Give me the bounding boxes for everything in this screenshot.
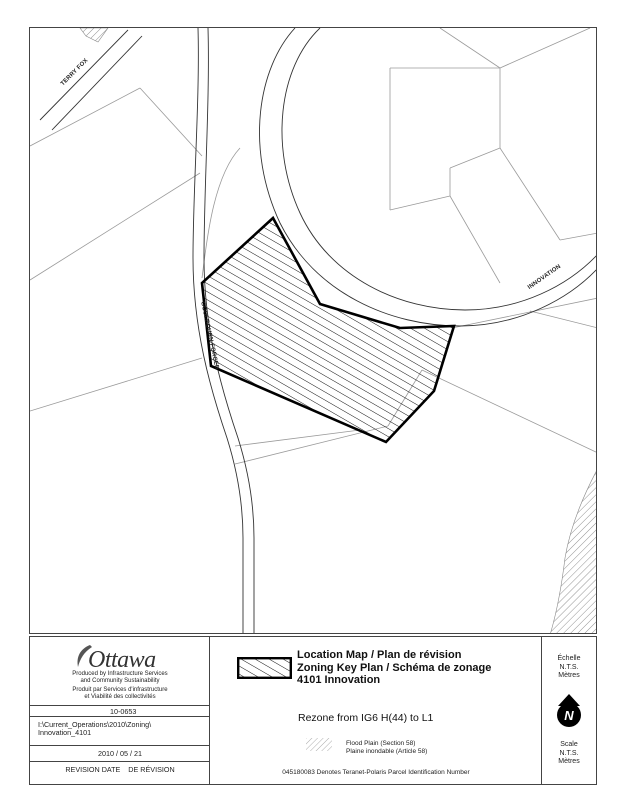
flood-plain-label-fr: Plaine inondable (Article 58) [346, 748, 428, 755]
scale-fr-line2: N.T.S. [559, 663, 579, 671]
map-area [29, 27, 597, 634]
producer-panel [30, 637, 210, 784]
reference-number: 10-0653 [110, 707, 137, 716]
legend-title [297, 649, 491, 687]
north-letter: N [564, 708, 574, 723]
revision-date-value: 2010 / 05 / 21 [30, 745, 210, 762]
innovation-label: INNOVATION [527, 263, 563, 291]
terry-fox-road [40, 30, 142, 130]
flood-plain-swatch [306, 738, 332, 751]
ottawa-logo-text: Ottawa [88, 647, 156, 673]
innovation-road [260, 28, 597, 326]
ottawa-logo [68, 641, 178, 675]
produced-by-fr-line2: et Viabilité des collectivités [84, 694, 156, 700]
produced-by-en [30, 671, 210, 685]
produced-by-fr [30, 687, 210, 701]
terry-fox-label: TERRY FOX [60, 57, 90, 88]
scale-fr-line1: Échelle [557, 655, 581, 662]
produced-by-en-line2: and Community Sustainability [80, 678, 160, 684]
subject-parcel-swatch [237, 657, 292, 679]
produced-by-fr-line1: Produit par Services d'infrastructure [72, 687, 168, 693]
map-canvas [30, 28, 597, 634]
produced-by-en-line1: Produced by Infrastructure Services [72, 671, 168, 677]
flood-plain-area-top-left [80, 28, 108, 42]
scale-en-line1: Scale [560, 741, 578, 748]
title-zoning-key-plan: Zoning Key Plan / Schéma de zonage [297, 661, 492, 674]
scale-fr-line3: Mètres [558, 672, 580, 679]
file-path-line1: I:\Current_Operations\2010\Zoning\ [38, 720, 152, 729]
title-location-map: Location Map / Plan de révision [297, 649, 462, 661]
flood-plain-area [550, 468, 597, 634]
scale-en-line3: Mètres [558, 758, 580, 765]
title-block [29, 636, 597, 785]
file-path-line2: Innovation_4101 [38, 728, 92, 737]
flood-plain-label-en: Flood Plain (Section 58) [346, 740, 416, 747]
rezone-text: Rezone from IG6 H(44) to L1 [298, 712, 434, 724]
revision-date-label: REVISION DATE DE RÉVISION [65, 765, 175, 774]
title-address: 4101 Innovation [297, 674, 381, 686]
scale-en-line2: N.T.S. [559, 749, 579, 757]
scale-fr [542, 655, 596, 681]
goulbourn-forced-label: GOULBOURN FORCED [199, 301, 220, 371]
legend-panel [210, 637, 542, 784]
flood-plain-label [346, 740, 427, 756]
north-arrow-icon [555, 694, 583, 728]
scale-panel [542, 637, 596, 784]
parcel-id-note: 045180083 Denotes Teranet-Polaris Parcel Identification Number [282, 769, 470, 776]
subject-parcel [202, 218, 454, 442]
scale-en [542, 741, 596, 767]
file-path-row [30, 716, 210, 745]
